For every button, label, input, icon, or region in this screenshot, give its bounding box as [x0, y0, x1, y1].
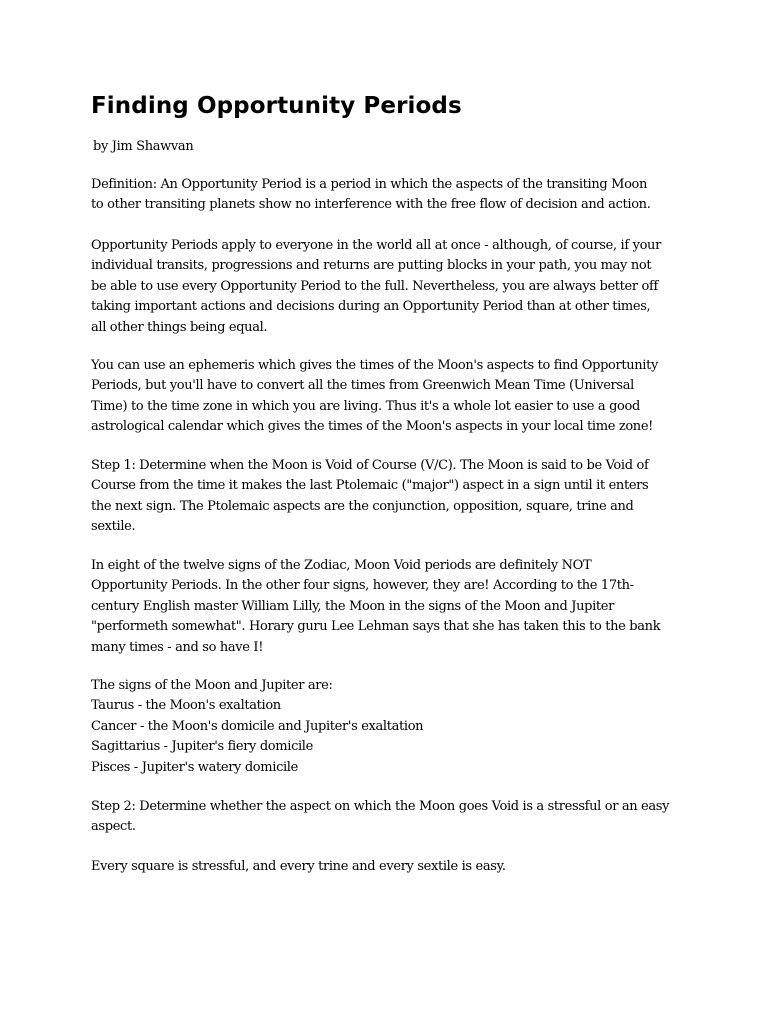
text-line: You can use an ephemeris which gives the times of the Moon's aspects to find Opportunity — [91, 358, 658, 373]
text-line: Opportunity Periods apply to everyone in the world all at once - although, of course, if your — [91, 238, 661, 253]
text-line: Step 2: Determine whether the aspect on which the Moon goes Void is a stressful or an easy — [91, 799, 670, 814]
text-line: "performeth somewhat". Horary guru Lee Lehman says that she has taken this to the bank — [91, 619, 661, 635]
text-line: Periods, but you'll have to convert all the times from Greenwich Mean Time (Universal — [91, 378, 634, 394]
text-line: sextile. — [91, 519, 136, 535]
text-line: century English master William Lilly, the Moon in the signs of the Moon and Jupiter — [91, 598, 614, 614]
moon-jupiter-signs-list — [91, 676, 691, 778]
text-line: Every square is stressful, and every trine and every sextile is easy. — [91, 859, 506, 874]
text-line: the next sign. The Ptolemaic aspects are the conjunction, opposition, square, trine and — [91, 498, 634, 514]
text-line: Definition: An Opportunity Period is a period in which the aspects of the transiting Moon — [91, 177, 648, 192]
text-line: all other things being equal. — [91, 319, 268, 335]
text-line: to other transiting planets show no interference with the free flow of decision and action. — [91, 197, 651, 213]
text-line: Course from the time it makes the last Ptolemaic ("major") aspect in a sign until it enters — [91, 478, 649, 494]
list-item: Pisces - Jupiter's watery domicile — [91, 759, 298, 775]
text-line: Opportunity Periods. In the other four signs, however, they are! According to the 17th- — [91, 578, 634, 594]
text-line: astrological calendar which gives the times of the Moon's aspects in your local time zone! — [91, 419, 654, 435]
aspect-types-paragraph — [91, 857, 691, 877]
definition-paragraph — [91, 175, 691, 216]
step-2-paragraph — [91, 797, 691, 838]
document-body — [91, 92, 691, 874]
list-item: Taurus - the Moon's exaltation — [91, 698, 281, 714]
list-item: Sagittarius - Jupiter's fiery domicile — [91, 739, 313, 755]
text-line: aspect. — [91, 819, 136, 835]
text-line: In eight of the twelve signs of the Zodiac, Moon Void periods are definitely NOT — [91, 558, 592, 573]
list-item: Cancer - the Moon's domicile and Jupiter's exaltation — [91, 718, 424, 734]
text-line: Time) to the time zone in which you are living. Thus it's a whole lot easier to use a good — [91, 398, 640, 414]
text-line: Step 1: Determine when the Moon is Void of Course (V/C). The Moon is said to be Void of — [91, 458, 649, 473]
text-line: be able to use every Opportunity Period to the full. Nevertheless, you are always better off — [91, 278, 658, 294]
step-1-paragraph — [91, 456, 691, 538]
opportunity-periods-paragraph — [91, 236, 691, 338]
list-heading: The signs of the Moon and Jupiter are: — [91, 678, 333, 693]
author-byline: by Jim Shawvan — [93, 139, 194, 154]
document-title: Finding Opportunity Periods — [91, 93, 462, 119]
zodiac-signs-paragraph — [91, 556, 691, 658]
text-line: taking important actions and decisions during an Opportunity Period than at other times, — [91, 299, 651, 315]
ephemeris-paragraph — [91, 356, 691, 438]
text-line: individual transits, progressions and returns are putting blocks in your path, you may not — [91, 258, 652, 274]
text-line: many times - and so have I! — [91, 639, 264, 655]
